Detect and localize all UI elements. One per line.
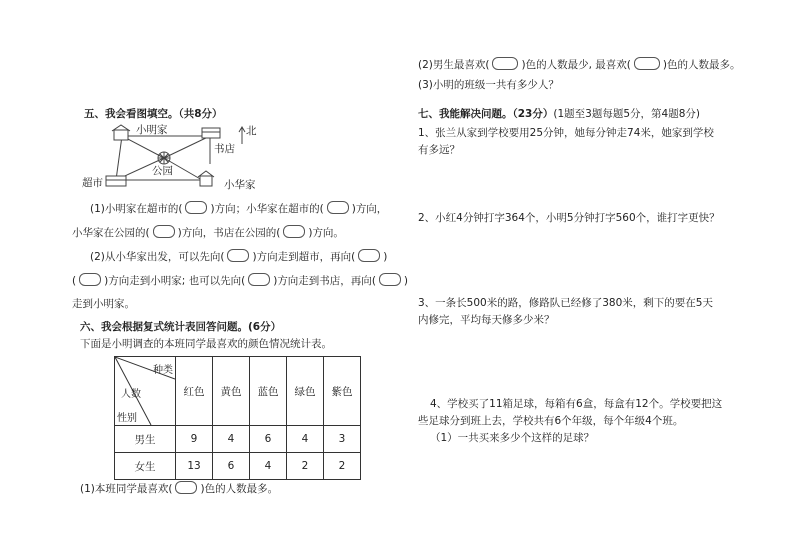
- table-corner-cell: [115, 357, 176, 426]
- label-xiaohua-home: 小华家: [224, 179, 256, 191]
- q6-2: (2)男生最喜欢( )色的人数最少, 最喜欢( )色的人数最多。: [418, 59, 741, 71]
- problem-4-q1: （1）一共买来多少个这样的足球？: [430, 432, 595, 444]
- table-cell: 9: [176, 426, 213, 453]
- table-cell: 4: [213, 426, 250, 453]
- table-header-row: [115, 357, 361, 426]
- table-cell: 6: [250, 426, 287, 453]
- section-7-title-line: [418, 107, 700, 121]
- table-cell: 3: [324, 426, 361, 453]
- label-north: 北: [246, 125, 257, 137]
- problem-2: 2、小红4分钟打字364个，小明5分钟打字560个，谁打字更快？: [418, 212, 720, 224]
- label-park: 公园: [152, 165, 173, 177]
- direction-map: [82, 124, 272, 192]
- q5-1-line2: 小华家在公园的( )方向，书店在公园的( )方向。: [72, 227, 344, 239]
- table-cell: 6: [213, 453, 250, 480]
- column-header: 蓝色: [250, 357, 287, 426]
- corner-label-count: 人数: [121, 389, 141, 400]
- label-bookstore: 书店: [214, 143, 235, 155]
- section-6-intro: 下面是小明调查的本班同学最喜欢的颜色情况统计表。: [80, 338, 332, 350]
- column-header: 黄色: [213, 357, 250, 426]
- q5-2-line1: (2)从小华家出发，可以先向( )方向走到超市，再向( ): [90, 251, 388, 263]
- q6-1: (1)本班同学最喜欢( )色的人数最多。: [80, 483, 279, 495]
- problem-4-line1: 4、学校买了11箱足球，每箱有6盒，每盒有12个。学校要把这: [430, 398, 723, 410]
- table-cell: 13: [176, 453, 213, 480]
- problem-4-line2: 些足球分到班上去，学校共有6个年级，每个年级4个班。: [418, 415, 684, 427]
- table-row: [115, 453, 361, 480]
- section-5-title: 五、我会看图填空。（共8分）: [84, 108, 223, 120]
- table-row: [115, 426, 361, 453]
- section-7-note: (1题至3题每题5分，第4题8分): [553, 108, 700, 120]
- q6-3: (3)小明的班级一共有多少人？: [418, 79, 559, 91]
- table-cell: 2: [287, 453, 324, 480]
- column-header: 绿色: [287, 357, 324, 426]
- table-cell: 2: [324, 453, 361, 480]
- column-header: 红色: [176, 357, 213, 426]
- problem-1-line1: 1、张兰从家到学校要用25分钟，她每分钟走74米，她家到学校: [418, 127, 714, 139]
- q5-1-line1: (1)小明家在超市的( )方向；小华家在超市的( )方向，: [90, 203, 388, 215]
- row-label: 男生: [115, 426, 176, 453]
- corner-label-gender: 性别: [117, 413, 137, 424]
- corner-label-kind: 种类: [153, 365, 173, 376]
- row-label: 女生: [115, 453, 176, 480]
- label-xiaoming-home: 小明家: [136, 124, 168, 136]
- section-7-title: 七、我能解决问题。（23分）: [418, 108, 554, 120]
- problem-1-line2: 有多远？: [418, 144, 460, 156]
- problem-3-line2: 内修完，平均每天修多少米？: [418, 314, 555, 326]
- q5-2-line2: ( )方向走到小明家; 也可以先向( )方向走到书店，再向( ): [72, 275, 409, 287]
- label-supermarket: 超市: [82, 177, 103, 189]
- table-cell: 4: [250, 453, 287, 480]
- color-stats-table: [114, 356, 361, 480]
- problem-3-line1: 3、一条长500米的路，修路队已经修了380米，剩下的要在5天: [418, 297, 713, 309]
- table-cell: 4: [287, 426, 324, 453]
- q5-2-line3: 走到小明家。: [72, 298, 135, 310]
- column-header: 紫色: [324, 357, 361, 426]
- section-6-title: 六、我会根据复式统计表回答问题。(6分）: [80, 321, 282, 333]
